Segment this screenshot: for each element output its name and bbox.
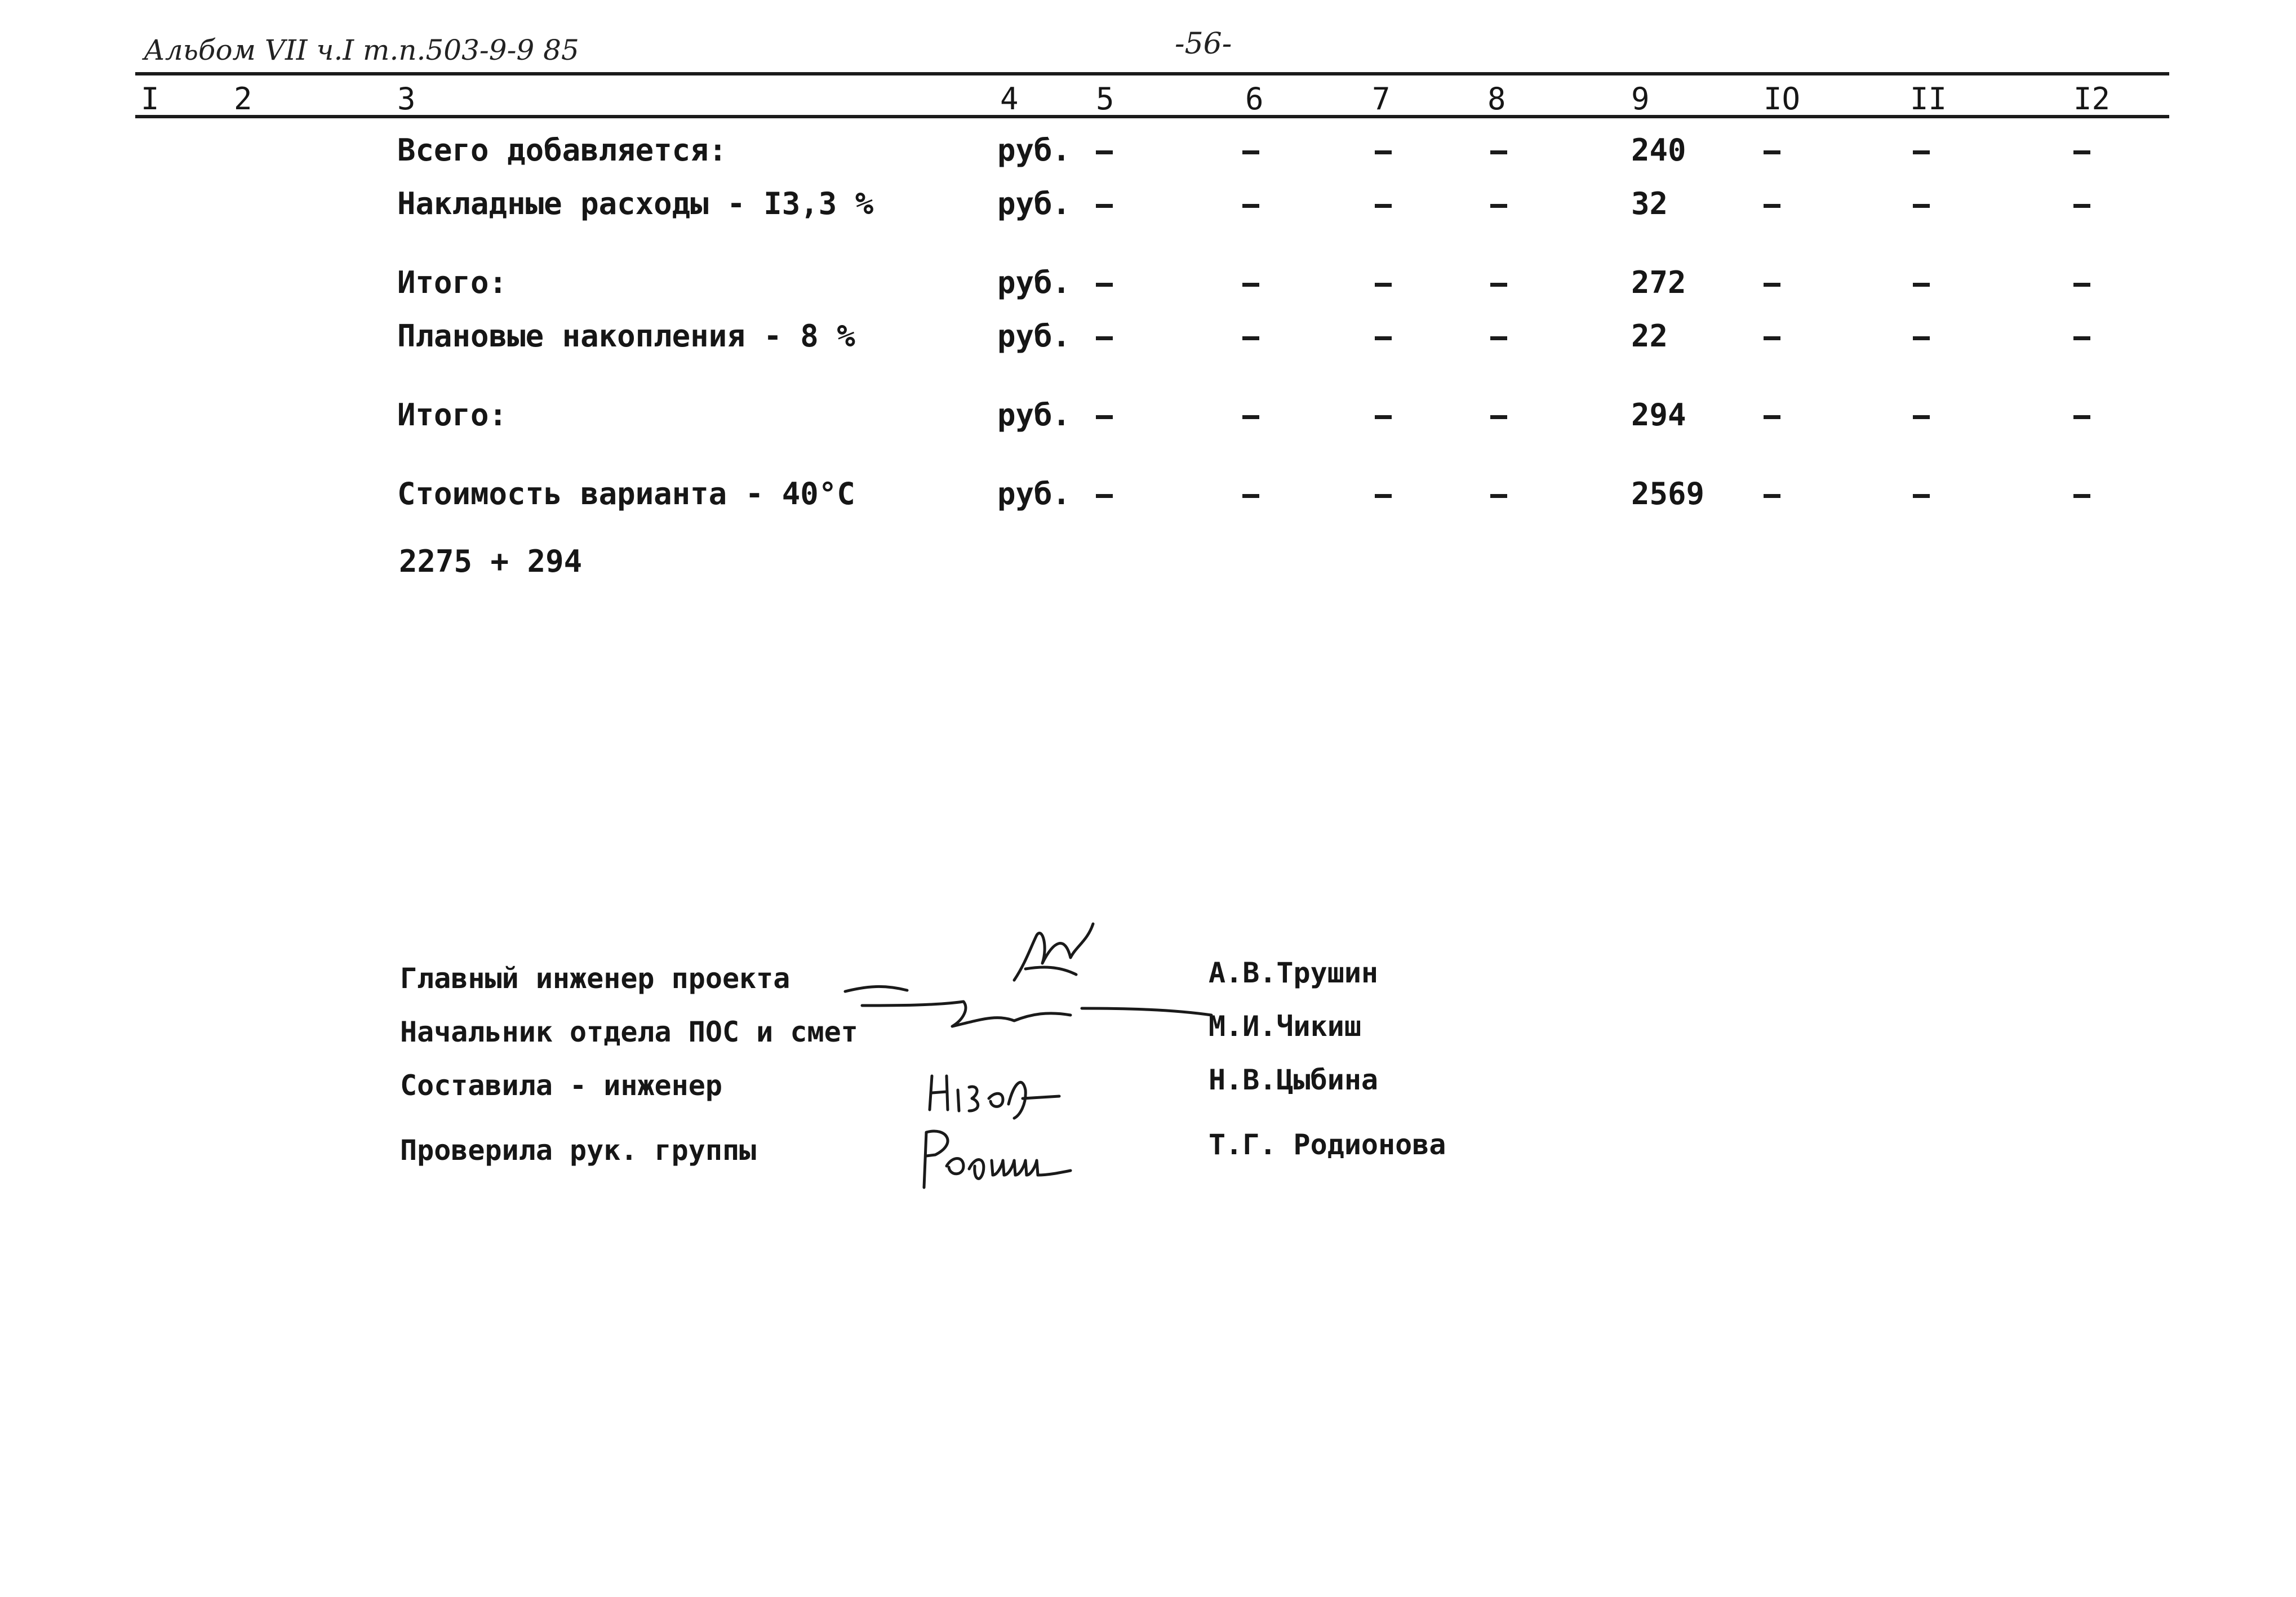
row-cell-c5 — [1096, 186, 1113, 222]
row-cell-c10 — [1764, 318, 1780, 354]
row-cell-unit: руб. — [997, 397, 1071, 433]
row-cell-c8 — [1490, 318, 1507, 354]
column-number-5: 5 — [1096, 81, 1114, 117]
row-label: Итого: — [397, 265, 508, 300]
row-label: Накладные расходы - I3,3 % — [397, 186, 874, 221]
row-cell-c5 — [1096, 397, 1113, 433]
dash-mark — [1490, 415, 1507, 419]
signature-department-head — [811, 975, 1217, 1037]
dash-mark — [1913, 283, 1930, 287]
column-number-7: 7 — [1372, 81, 1391, 117]
row-cell-unit: руб. — [997, 318, 1071, 354]
row-cell-c11 — [1913, 132, 1930, 168]
row-cell-c11 — [1913, 265, 1930, 301]
signature-role: Главный инженер проекта — [400, 962, 791, 995]
dash-mark — [2073, 204, 2090, 208]
row-cell-c10 — [1764, 397, 1780, 433]
dash-mark — [1375, 204, 1392, 208]
dash-mark — [2073, 415, 2090, 419]
album-note: Альбом VII ч.I т.п.503-9-9 85 — [144, 34, 579, 66]
signature-role: Составила - инженер — [400, 1069, 722, 1102]
dash-mark — [1375, 150, 1392, 154]
dash-mark — [1764, 204, 1780, 208]
row-cell-c8 — [1490, 265, 1507, 301]
row-cell-c12 — [2073, 397, 2090, 433]
page-number: -56- — [1175, 27, 1232, 61]
signature-name: М.И.Чикиш — [1209, 1010, 1361, 1043]
column-number-12: I2 — [2073, 81, 2111, 117]
signature-compiler — [924, 1059, 1071, 1121]
column-number-1: I — [141, 81, 159, 117]
column-number-10: IO — [1764, 81, 1801, 117]
row-cell-c10 — [1764, 132, 1780, 168]
column-number-6: 6 — [1245, 81, 1264, 117]
signature-role: Начальник отдела ПОС и смет — [400, 1016, 858, 1048]
row-cell-unit: руб. — [997, 186, 1071, 221]
row-cell-c8 — [1490, 476, 1507, 512]
dash-mark — [1490, 204, 1507, 208]
dash-mark — [1096, 204, 1113, 208]
dash-mark — [1764, 336, 1780, 340]
row-cell-c12 — [2073, 265, 2090, 301]
row-cell-c6 — [1242, 397, 1259, 433]
row-cell-c9: 240 — [1631, 132, 1686, 168]
row-cell-c6 — [1242, 476, 1259, 512]
row-cell-c6 — [1242, 265, 1259, 301]
row-cell-c7 — [1375, 318, 1392, 354]
dash-mark — [1096, 415, 1113, 419]
row-cell-c5 — [1096, 476, 1113, 512]
row-cell-c6 — [1242, 186, 1259, 222]
dash-mark — [1913, 336, 1930, 340]
dash-mark — [2073, 336, 2090, 340]
dash-mark — [1490, 494, 1507, 498]
dash-mark — [1913, 494, 1930, 498]
row-cell-c10 — [1764, 476, 1780, 512]
dash-mark — [1242, 204, 1259, 208]
dash-mark — [1242, 494, 1259, 498]
dash-mark — [1375, 283, 1392, 287]
row-cell-c10 — [1764, 265, 1780, 301]
row-cell-c5 — [1096, 318, 1113, 354]
dash-mark — [1242, 415, 1259, 419]
dash-mark — [1764, 150, 1780, 154]
dash-mark — [1764, 494, 1780, 498]
dash-mark — [2073, 150, 2090, 154]
row-cell-c7 — [1375, 476, 1392, 512]
row-cell-c7 — [1375, 186, 1392, 222]
row-cell-c12 — [2073, 476, 2090, 512]
row-cell-c9: 2569 — [1631, 476, 1705, 511]
dash-mark — [2073, 283, 2090, 287]
dash-mark — [1490, 283, 1507, 287]
row-cell-c5 — [1096, 265, 1113, 301]
dash-mark — [1913, 415, 1930, 419]
row-cell-c6 — [1242, 132, 1259, 168]
signature-name: Н.В.Цыбина — [1209, 1064, 1379, 1096]
dash-mark — [1242, 283, 1259, 287]
row-cell-c11 — [1913, 397, 1930, 433]
row-cell-c8 — [1490, 186, 1507, 222]
row-cell-c7 — [1375, 132, 1392, 168]
row-cell-c10 — [1764, 186, 1780, 222]
row-cell-c5 — [1096, 132, 1113, 168]
dash-mark — [1375, 336, 1392, 340]
row-label: Плановые накопления - 8 % — [397, 318, 855, 354]
column-number-3: 3 — [397, 81, 416, 117]
top-rule — [135, 72, 2169, 75]
dash-mark — [1096, 336, 1113, 340]
row-cell-c7 — [1375, 265, 1392, 301]
column-number-4: 4 — [1000, 81, 1019, 117]
row-label: Всего добавляется: — [397, 132, 727, 168]
row-cell-c12 — [2073, 318, 2090, 354]
dash-mark — [1242, 150, 1259, 154]
dash-mark — [1913, 150, 1930, 154]
dash-mark — [1764, 283, 1780, 287]
row-label: Итого: — [397, 397, 508, 433]
column-header-rule — [135, 115, 2169, 118]
dash-mark — [1490, 150, 1507, 154]
row-cell-c8 — [1490, 132, 1507, 168]
signature-name: Т.Г. Родионова — [1209, 1128, 1446, 1161]
dash-mark — [1375, 415, 1392, 419]
dash-mark — [1764, 415, 1780, 419]
column-number-9: 9 — [1631, 81, 1650, 117]
dash-mark — [1096, 150, 1113, 154]
column-number-8: 8 — [1487, 81, 1506, 117]
dash-mark — [1242, 336, 1259, 340]
row-cell-c12 — [2073, 132, 2090, 168]
row-cell-c11 — [1913, 476, 1930, 512]
row-cell-c6 — [1242, 318, 1259, 354]
dash-mark — [1375, 494, 1392, 498]
signature-role: Проверила рук. группы — [400, 1134, 757, 1167]
dash-mark — [1913, 204, 1930, 208]
row-cell-c12 — [2073, 186, 2090, 222]
column-number-11: II — [1910, 81, 1947, 117]
signature-name: А.В.Трушин — [1209, 957, 1379, 989]
row-cell-c9: 294 — [1631, 397, 1686, 433]
dash-mark — [1096, 283, 1113, 287]
row-cell-c9: 32 — [1631, 186, 1668, 221]
dash-mark — [2073, 494, 2090, 498]
row-cell-unit: руб. — [997, 132, 1071, 168]
row-cell-c8 — [1490, 397, 1507, 433]
dash-mark — [1096, 494, 1113, 498]
row-cell-c7 — [1375, 397, 1392, 433]
row-cell-c9: 22 — [1631, 318, 1668, 354]
signature-reviewer — [913, 1121, 1093, 1194]
row-cell-c11 — [1913, 186, 1930, 222]
row-label: Стоимость варианта - 40°С — [397, 476, 855, 511]
sum-note: 2275 + 294 — [399, 544, 583, 579]
row-cell-unit: руб. — [997, 476, 1071, 511]
row-cell-unit: руб. — [997, 265, 1071, 300]
column-number-2: 2 — [234, 81, 252, 117]
row-cell-c9: 272 — [1631, 265, 1686, 300]
dash-mark — [1490, 336, 1507, 340]
row-cell-c11 — [1913, 318, 1930, 354]
